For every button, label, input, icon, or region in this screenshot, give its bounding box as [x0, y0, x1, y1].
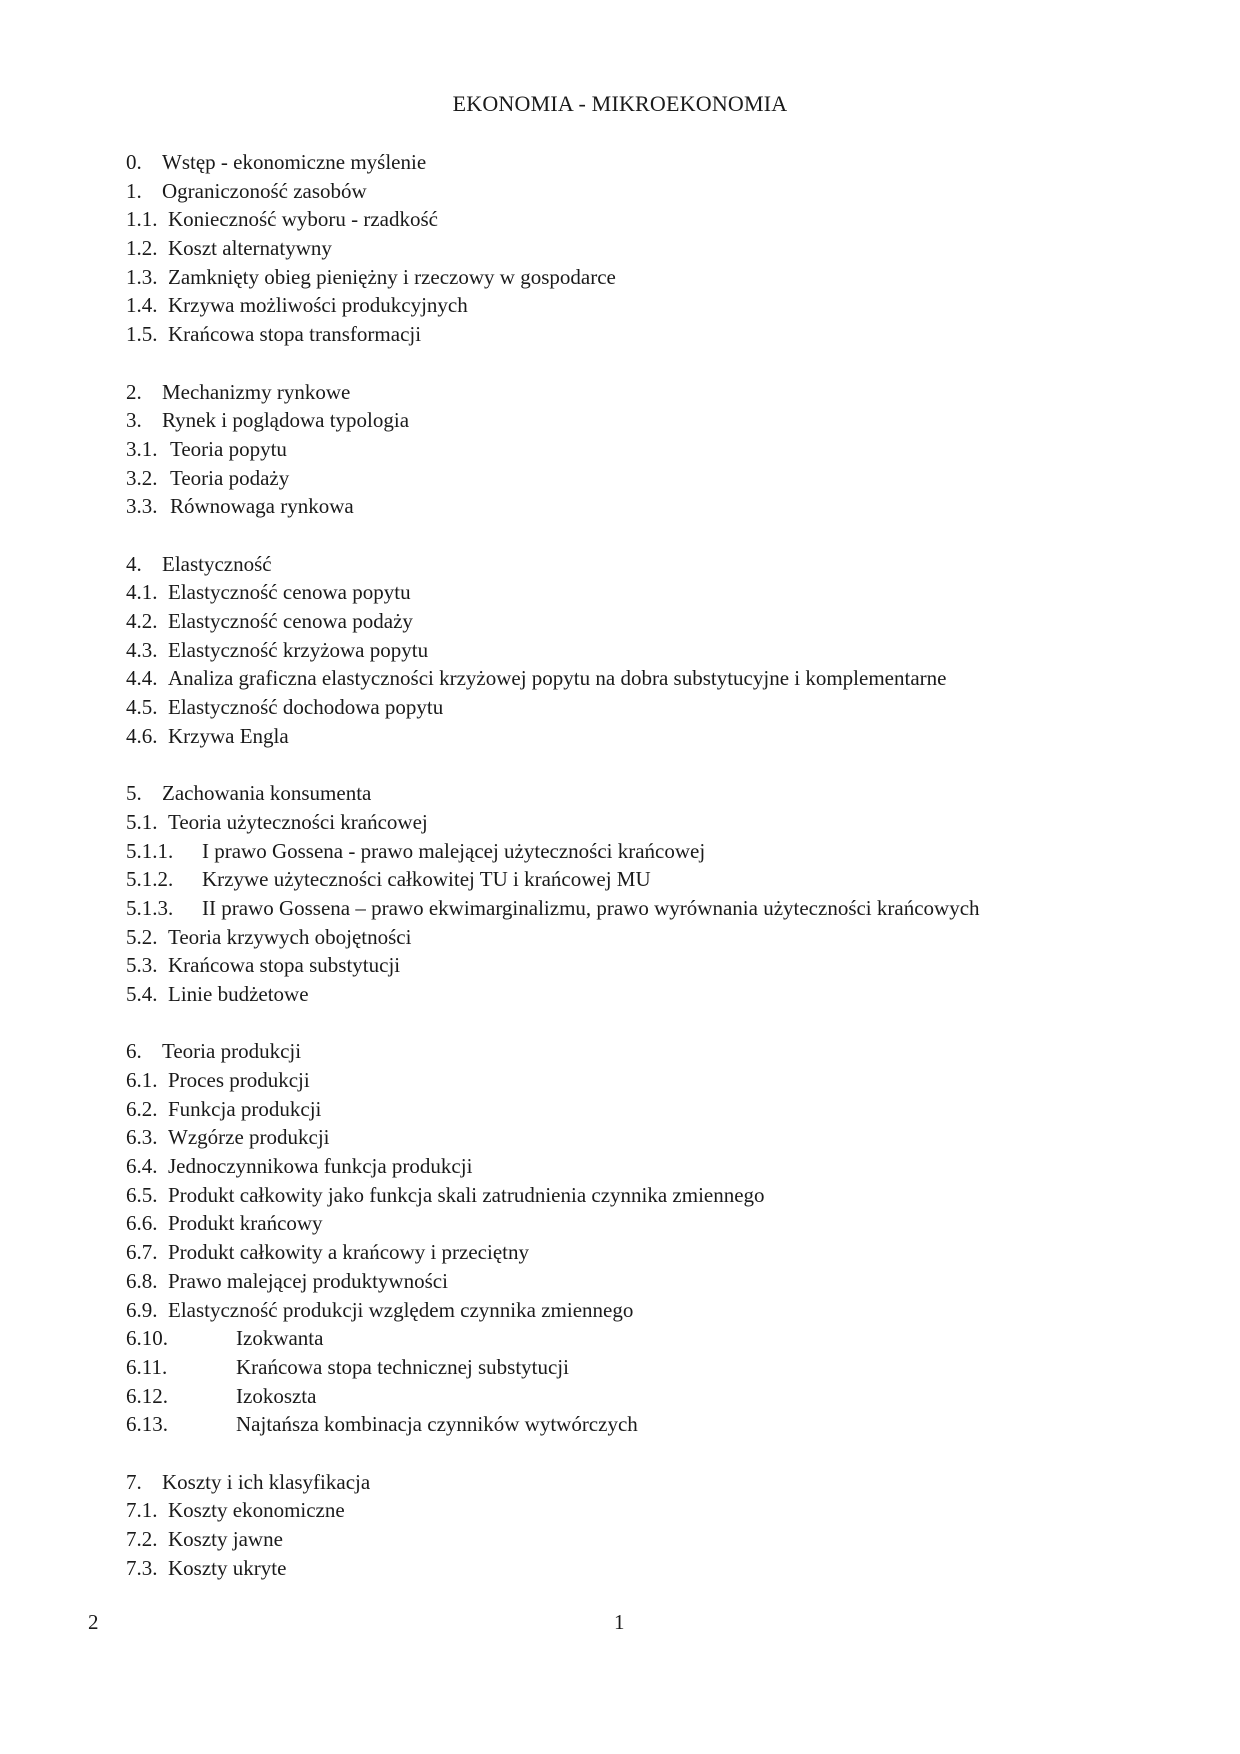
toc-text: Mechanizmy rynkowe — [162, 379, 351, 404]
toc-item — [126, 1267, 1186, 1296]
toc-number: 5.4. — [126, 981, 158, 1006]
toc-number: 7.3. — [126, 1555, 158, 1580]
toc-text: Krańcowa stopa substytucji — [168, 953, 401, 978]
toc-text: Elastyczność cenowa podaży — [168, 609, 413, 633]
toc-text: Produkt całkowity a krańcowy i przeciętny — [168, 1240, 529, 1265]
toc-number: 1.2. — [126, 236, 158, 261]
document-title: EKONOMIA - MIKROEKONOMIA — [452, 91, 788, 116]
toc-text: Równowaga rynkowa — [170, 494, 354, 519]
toc-text: Krzywe użyteczności całkowitej TU i krańcowej MU — [202, 867, 651, 892]
toc-number: 6. — [126, 1039, 142, 1064]
toc-number: 6.10. — [126, 1326, 168, 1351]
toc-number: 6.9. — [126, 1297, 158, 1322]
toc-number: 6.2. — [126, 1096, 158, 1121]
toc-item — [126, 1353, 1186, 1382]
toc-text: Elastyczność — [162, 551, 272, 576]
toc-text: Konieczność wyboru - rzadkość — [168, 207, 438, 232]
toc-number: 7.2. — [126, 1527, 158, 1551]
toc-text: Elastyczność krzyżowa popytu — [168, 637, 429, 662]
toc-number: 1.1. — [126, 207, 158, 232]
toc-number: 6.7. — [126, 1240, 158, 1265]
toc-item — [126, 1296, 1186, 1325]
toc-number: 6.8. — [126, 1268, 158, 1293]
toc-item — [126, 291, 1186, 320]
toc-number: 3.3. — [126, 494, 158, 519]
toc-item — [126, 722, 1186, 751]
toc-item — [126, 234, 1186, 263]
toc-item — [126, 378, 1186, 407]
toc-item — [126, 148, 1186, 177]
toc-number: 6.1. — [126, 1068, 158, 1092]
toc-number: 2. — [126, 379, 142, 404]
toc-text: Jednoczynnikowa funkcja produkcji — [168, 1154, 473, 1179]
toc-text: Teoria podaży — [170, 465, 290, 490]
toc-text: Proces produkcji — [168, 1068, 310, 1092]
toc-text: Produkt krańcowy — [168, 1211, 323, 1236]
table-of-contents — [126, 148, 1186, 1582]
toc-text: Zamknięty obieg pieniężny i rzeczowy w gospodarce — [168, 264, 616, 289]
toc-item — [126, 1123, 1186, 1152]
toc-text: Analiza graficzna elastyczności krzyżowej popytu na dobra substytucyjne i komplementarne — [168, 666, 947, 691]
toc-text: Koszty ukryte — [168, 1555, 287, 1580]
toc-item — [126, 980, 1186, 1009]
toc-number: 5.1.3. — [126, 895, 174, 920]
toc-text: II prawo Gossena – prawo ekwimarginalizmu, prawo wyrównania użyteczności krańcowych — [202, 895, 980, 920]
toc-item — [126, 951, 1186, 980]
toc-item — [126, 1410, 1186, 1439]
footer-page-label-left: 2 — [88, 1610, 99, 1634]
toc-item — [126, 578, 1186, 607]
toc-text: Koszty i ich klasyfikacja — [162, 1469, 371, 1494]
toc-item — [126, 550, 1186, 579]
toc-text: Elastyczność dochodowa popytu — [168, 695, 444, 720]
toc-text: Linie budżetowe — [168, 981, 309, 1006]
toc-number: 4. — [126, 551, 142, 576]
toc-item — [126, 1066, 1186, 1095]
toc-item — [126, 894, 1186, 923]
toc-text: Krańcowa stopa technicznej substytucji — [236, 1354, 569, 1379]
toc-text: Ograniczoność zasobów — [162, 178, 367, 203]
toc-number: 1.4. — [126, 293, 158, 318]
toc-item — [126, 837, 1186, 866]
toc-number: 5.2. — [126, 924, 158, 949]
toc-number: 1.3. — [126, 264, 158, 289]
toc-number: 0. — [126, 150, 142, 174]
toc-text: Koszty jawne — [168, 1527, 283, 1551]
toc-number: 3.2. — [126, 465, 158, 490]
toc-item — [126, 1209, 1186, 1238]
toc-item — [126, 1037, 1186, 1066]
toc-text: Zachowania konsumenta — [162, 781, 372, 806]
toc-number: 6.4. — [126, 1154, 158, 1179]
toc-number: 5.3. — [126, 953, 158, 978]
toc-text: I prawo Gossena - prawo malejącej użyteczności krańcowej — [202, 838, 706, 863]
toc-text: Wstęp - ekonomiczne myślenie — [162, 150, 427, 174]
toc-item — [126, 636, 1186, 665]
toc-text: Koszt alternatywny — [168, 236, 332, 261]
toc-number: 6.6. — [126, 1211, 158, 1236]
toc-item — [126, 693, 1186, 722]
toc-item — [126, 464, 1186, 493]
toc-item — [126, 1152, 1186, 1181]
toc-text: Teoria popytu — [170, 436, 287, 461]
toc-number: 5.1. — [126, 809, 158, 834]
toc-text: Teoria krzywych obojętności — [168, 924, 412, 949]
toc-text: Izokoszta — [236, 1383, 317, 1408]
toc-number: 5.1.1. — [126, 838, 174, 863]
toc-text: Produkt całkowity jako funkcja skali zatrudnienia czynnika zmiennego — [168, 1182, 765, 1207]
toc-text: Krzywa Engla — [168, 723, 289, 748]
toc-text: Funkcja produkcji — [168, 1096, 322, 1121]
toc-number: 7.1. — [126, 1498, 158, 1523]
toc-item — [126, 320, 1186, 349]
toc-item — [126, 263, 1186, 292]
toc-item — [126, 1181, 1186, 1210]
toc-item — [126, 808, 1186, 837]
toc-item — [126, 1238, 1186, 1267]
toc-item — [126, 1468, 1186, 1497]
toc-text: Teoria produkcji — [162, 1039, 302, 1064]
toc-number: 1. — [126, 178, 142, 203]
toc-item — [126, 923, 1186, 952]
toc-number: 1.5. — [126, 322, 158, 347]
toc-number: 4.4. — [126, 666, 158, 691]
toc-number: 6.12. — [126, 1383, 168, 1408]
toc-number: 4.1. — [126, 580, 158, 605]
toc-number: 4.5. — [126, 695, 158, 720]
toc-number: 5. — [126, 781, 142, 806]
toc-number: 5.1.2. — [126, 867, 174, 892]
toc-text: Elastyczność produkcji względem czynnika zmiennego — [168, 1297, 634, 1322]
toc-number: 7. — [126, 1469, 142, 1494]
toc-item — [126, 607, 1186, 636]
toc-number: 4.3. — [126, 637, 158, 662]
toc-item — [126, 406, 1186, 435]
toc-item — [126, 1382, 1186, 1411]
toc-item — [126, 435, 1186, 464]
toc-text: Rynek i poglądowa typologia — [162, 408, 410, 433]
toc-item — [126, 1095, 1186, 1124]
toc-number: 4.6. — [126, 723, 158, 748]
toc-text: Elastyczność cenowa popytu — [168, 580, 411, 605]
toc-item — [126, 1525, 1186, 1554]
toc-number: 6.13. — [126, 1412, 168, 1437]
toc-item — [126, 1324, 1186, 1353]
toc-text: Koszty ekonomiczne — [168, 1498, 345, 1523]
toc-item — [126, 1554, 1186, 1583]
toc-text: Izokwanta — [236, 1326, 324, 1351]
toc-number: 6.11. — [126, 1354, 168, 1379]
toc-text: Krzywa możliwości produkcyjnych — [168, 293, 468, 318]
toc-item — [126, 779, 1186, 808]
toc-number: 6.3. — [126, 1125, 158, 1150]
toc-number: 3. — [126, 408, 142, 433]
toc-text: Prawo malejącej produktywności — [168, 1268, 448, 1293]
toc-item — [126, 664, 1186, 693]
page-number: 1 — [614, 1610, 625, 1634]
toc-text: Teoria użyteczności krańcowej — [168, 809, 428, 834]
toc-number: 4.2. — [126, 609, 158, 633]
toc-item — [126, 177, 1186, 206]
toc-number: 3.1. — [126, 436, 158, 461]
toc-text: Krańcowa stopa transformacji — [168, 322, 422, 347]
toc-text: Wzgórze produkcji — [168, 1125, 330, 1150]
toc-item — [126, 1496, 1186, 1525]
toc-item — [126, 865, 1186, 894]
toc-item — [126, 492, 1186, 521]
toc-text: Najtańsza kombinacja czynników wytwórczych — [236, 1412, 638, 1437]
toc-number: 6.5. — [126, 1182, 158, 1207]
toc-item — [126, 205, 1186, 234]
